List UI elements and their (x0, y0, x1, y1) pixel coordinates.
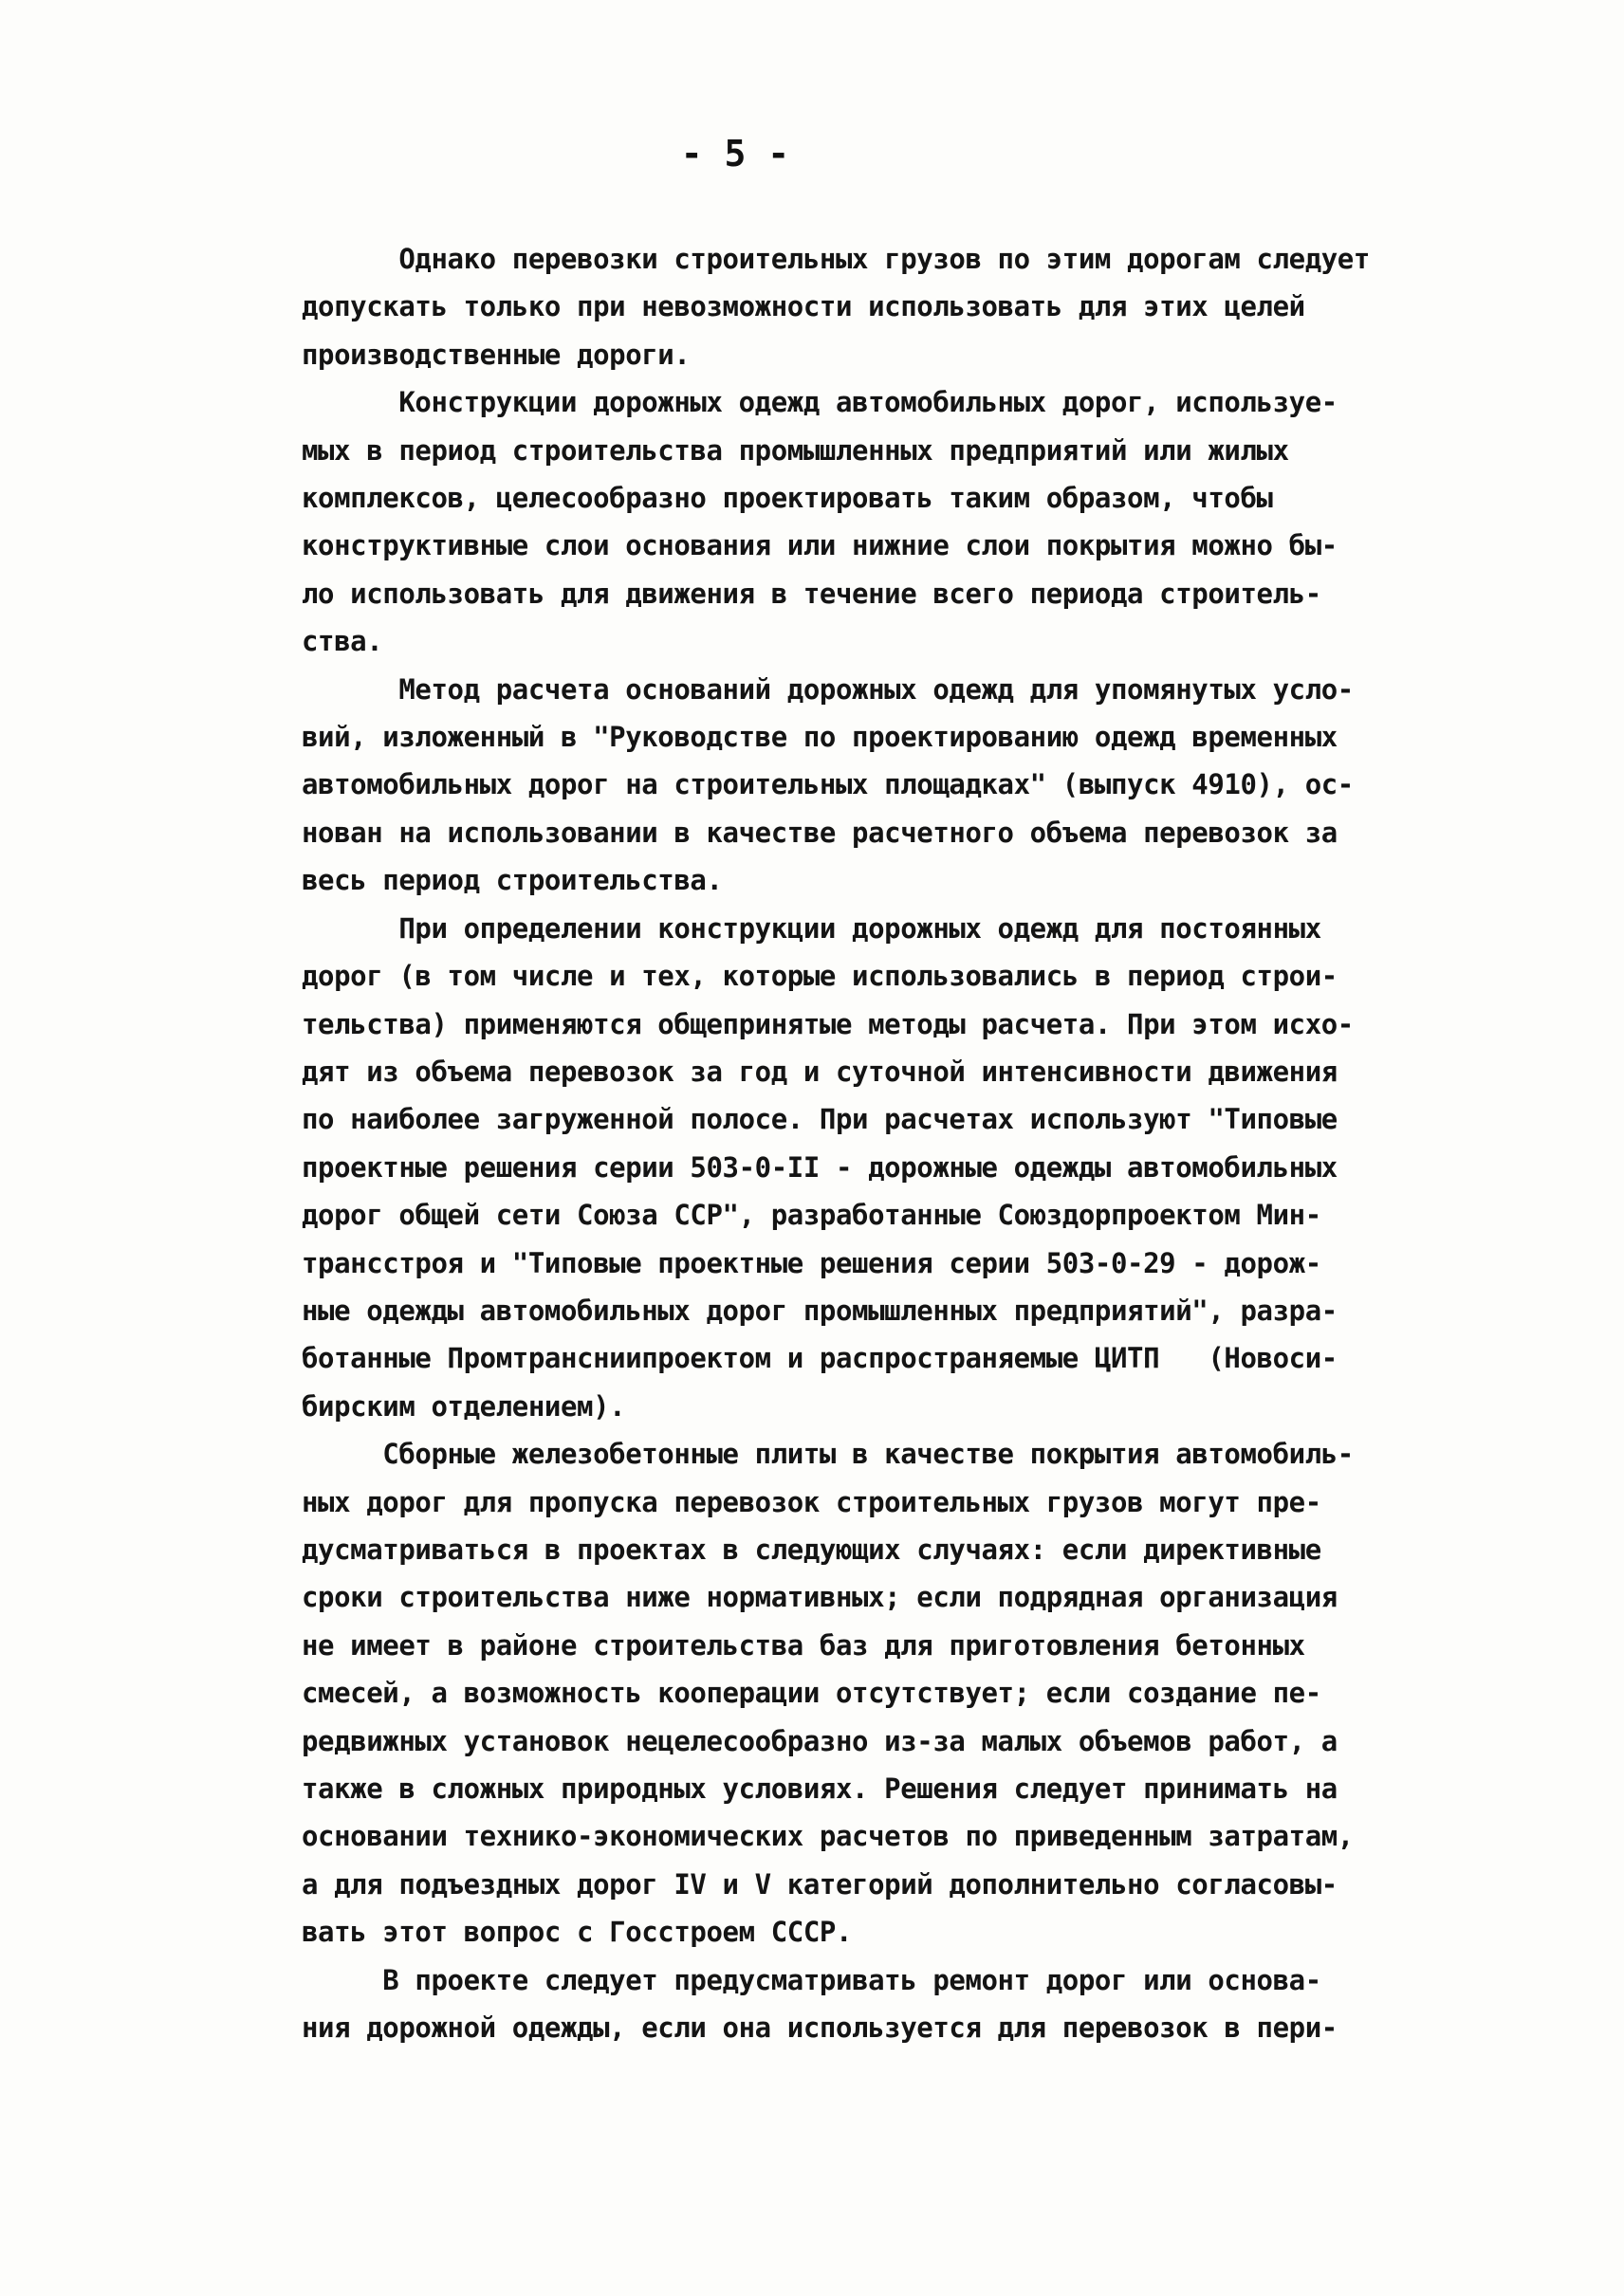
text-line: не имеет в районе строительства баз для приготовления бетонных (302, 1628, 1305, 1662)
text-line: ботанные Промтрансниипроектом и распространяемые ЦИТП (Новоси- (302, 1342, 1338, 1375)
text-line: ло использовать для движения в течение всего периода строитель- (302, 577, 1321, 610)
paragraph (302, 666, 1446, 905)
text-line: также в сложных природных условиях. Решения следует принимать на (302, 1773, 1338, 1805)
paragraph (302, 235, 1446, 378)
text-line: ния дорожной одежды, если она используется для перевозок в пери- (302, 2011, 1338, 2045)
paragraph (302, 905, 1446, 1430)
page-number: - 5 - (680, 133, 790, 174)
text-line: допускать только при невозможности использовать для этих целей (302, 290, 1305, 323)
text-line: смесей, а возможность кооперации отсутствует; если создание пе- (302, 1677, 1321, 1710)
text-line: основании технико-экономических расчетов по приведенным затратам, (302, 1820, 1354, 1853)
text-line: Сборные железобетонные плиты в качестве покрытия автомобиль- (302, 1438, 1354, 1471)
text-line: комплексов, целесообразно проектировать таким образом, чтобы (302, 482, 1273, 515)
text-line: дорог общей сети Союза ССР", разработанные Союздорпроектом Мин- (302, 1199, 1321, 1232)
text-line: весь период строительства. (302, 864, 723, 897)
text-line: Метод расчета оснований дорожных одежд для упомянутых усло- (302, 672, 1354, 706)
text-line: а для подъездных дорог IV и V категорий дополнительно согласовы- (302, 1867, 1338, 1901)
text-line: автомобильных дорог на строительных площадках" (выпуск 4910), ос- (302, 768, 1354, 801)
text-line: вий, изложенный в "Руководстве по проектированию одежд временных (302, 721, 1338, 754)
text-line: производственные дороги. (302, 338, 691, 371)
paragraph (302, 1430, 1446, 1956)
text-line: мых в период строительства промышленных предприятий или жилых (302, 433, 1289, 467)
document-body (302, 235, 1446, 2051)
text-line: дорог (в том числе и тех, которые использовались в период строи- (302, 960, 1338, 993)
text-line: по наиболее загруженной полосе. При расчетах используют "Типовые (302, 1103, 1338, 1136)
text-line: дусматриваться в проектах в следующих случаях: если директивные (302, 1533, 1321, 1566)
text-line: ные одежды автомобильных дорог промышленных предприятий", разра- (302, 1294, 1338, 1327)
text-line: тельства) применяются общепринятые методы расчета. При этом исхо- (302, 1007, 1354, 1040)
text-line: конструктивные слои основания или нижние слои покрытия можно бы- (302, 529, 1338, 562)
paragraph (302, 1956, 1446, 2052)
text-line: При определении конструкции дорожных одежд для постоянных (302, 911, 1321, 945)
text-line: нован на использовании в качестве расчетного объема перевозок за (302, 816, 1338, 849)
text-line: вать этот вопрос с Госстроем СССР. (302, 1916, 853, 1949)
text-line: дят из объема перевозок за год и суточной интенсивности движения (302, 1055, 1338, 1088)
text-line: сроки строительства ниже нормативных; если подрядная организация (302, 1581, 1338, 1614)
text-line: ства. (302, 625, 383, 658)
text-line: проектные решения серии 503-0-II - дорожные одежды автомобильных (302, 1150, 1338, 1184)
text-line: ных дорог для пропуска перевозок строительных грузов могут пре- (302, 1485, 1321, 1518)
text-line: Конструкции дорожных одежд автомобильных дорог, используе- (302, 386, 1338, 419)
text-line: бирским отделением). (302, 1389, 626, 1423)
text-line: редвижных установок нецелесообразно из-за малых объемов работ, а (302, 1724, 1338, 1757)
text-line: Однако перевозки строительных грузов по этим дорогам следует (302, 243, 1370, 275)
text-line: трансстроя и "Типовые проектные решения серии 503-0-29 - дорож- (302, 1246, 1321, 1279)
paragraph (302, 378, 1446, 665)
text-line: В проекте следует предусматривать ремонт дорог или основа- (302, 1963, 1321, 1996)
